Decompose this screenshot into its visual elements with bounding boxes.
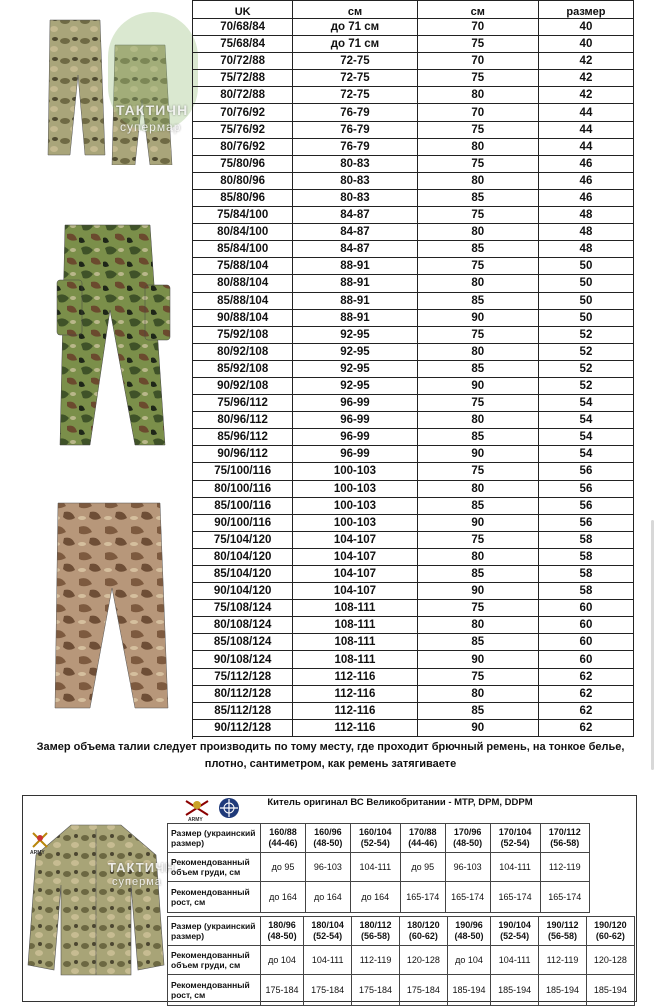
table-cell: 50 [538, 292, 633, 309]
measurement-note: Замер объема талии следует производить по тому месту, где проходит брючный ремень, на тонкое белье, плотно, сантиметром, как ремень затягиваете [36, 741, 625, 770]
army-label-top: ARMY [188, 817, 203, 823]
table-cell: 100-103 [293, 514, 417, 531]
jacket-cell: 120-128 [586, 946, 634, 975]
table-cell: 90/108/124 [193, 651, 293, 668]
table-cell: 85 [417, 241, 538, 258]
table-row [193, 326, 634, 343]
table-cell: 58 [538, 566, 633, 583]
jacket-cell: до 95 [400, 853, 445, 882]
table-cell: 104-107 [293, 531, 417, 548]
table-cell: 58 [538, 548, 633, 565]
table-row [193, 258, 634, 275]
table-cell: 88-91 [293, 309, 417, 326]
trousers-size-table [192, 0, 634, 737]
jacket-cell: 160/96 (48-50) [305, 824, 350, 853]
table-cell: 104-107 [293, 548, 417, 565]
watermark-text-2: ТАКТИЧН [108, 860, 176, 875]
table-cell: 80/84/100 [193, 224, 293, 241]
watermark-subtext: супермар [120, 120, 182, 134]
table-cell: 58 [538, 583, 633, 600]
table-cell: 88-91 [293, 258, 417, 275]
table-cell: 85/112/128 [193, 702, 293, 719]
table-cell: 80 [417, 275, 538, 292]
table-cell: 96-99 [293, 395, 417, 412]
table-cell: 90 [417, 583, 538, 600]
table-cell: 108-111 [293, 617, 417, 634]
army-label-left: ARMY [30, 850, 45, 856]
jacket-cell: 160/88 (44-46) [261, 824, 306, 853]
table-cell: 85 [417, 634, 538, 651]
table-cell: 80/72/88 [193, 87, 293, 104]
table-cell: 85/96/112 [193, 429, 293, 446]
table-cell: 84-87 [293, 241, 417, 258]
table-cell: 100-103 [293, 463, 417, 480]
table-cell: 90 [417, 514, 538, 531]
table-cell: 92-95 [293, 377, 417, 394]
table-cell: 54 [538, 446, 633, 463]
header-cell: размер [538, 1, 633, 19]
table-cell: 46 [538, 189, 633, 206]
jacket-cell: 96-103 [445, 853, 490, 882]
table-cell: 58 [538, 531, 633, 548]
army-logo-icon [182, 797, 212, 819]
table-cell: 80/112/128 [193, 685, 293, 702]
jacket-row-label: Размер (украинский размер) [168, 917, 261, 946]
jacket-row-label: Размер (украинский размер) [168, 824, 261, 853]
table-row [193, 155, 634, 172]
table-cell: 48 [538, 241, 633, 258]
table-row [193, 583, 634, 600]
table-cell: 75/88/104 [193, 258, 293, 275]
table-cell: 92-95 [293, 343, 417, 360]
table-cell: 75/104/120 [193, 531, 293, 548]
jacket-row [168, 853, 590, 882]
table-cell: 85 [417, 292, 538, 309]
table-cell: 76-79 [293, 104, 417, 121]
table-cell: 44 [538, 104, 633, 121]
table-cell: 112-116 [293, 719, 417, 736]
header-cell: см [417, 1, 538, 19]
table-row [193, 480, 634, 497]
table-cell: 52 [538, 326, 633, 343]
header-cell: см [293, 1, 417, 19]
table-cell: 84-87 [293, 224, 417, 241]
jacket-cell: 180/120 (60-62) [399, 917, 447, 946]
jacket-cell: до 95 [261, 853, 306, 882]
table-cell: 75/108/124 [193, 600, 293, 617]
jacket-cell: 170/112 (56-58) [540, 824, 589, 853]
jacket-cell: 165-174 [400, 882, 445, 913]
table-cell: 96-99 [293, 412, 417, 429]
table-cell: 85/108/124 [193, 634, 293, 651]
table-cell: 85 [417, 566, 538, 583]
table-row [193, 19, 634, 36]
table-cell: 72-75 [293, 53, 417, 70]
jacket-cell: 185-194 [447, 975, 490, 1006]
jacket-cell: 165-174 [490, 882, 540, 913]
table-cell: 84-87 [293, 207, 417, 224]
table-cell: 50 [538, 309, 633, 326]
table-cell: 90/112/128 [193, 719, 293, 736]
table-row [193, 617, 634, 634]
table-cell: 56 [538, 514, 633, 531]
table-row [193, 207, 634, 224]
table-cell: 72-75 [293, 70, 417, 87]
jacket-cell: до 104 [447, 946, 490, 975]
nato-logo-icon [218, 797, 240, 819]
table-row [193, 224, 634, 241]
table-cell: 80/92/108 [193, 343, 293, 360]
table-cell: 96-99 [293, 429, 417, 446]
table-cell: 48 [538, 207, 633, 224]
table-cell: 75/80/96 [193, 155, 293, 172]
table-cell: 80 [417, 412, 538, 429]
jacket-cell: 170/104 (52-54) [490, 824, 540, 853]
table-cell: 70/72/88 [193, 53, 293, 70]
table-cell: 88-91 [293, 292, 417, 309]
table-cell: 108-111 [293, 600, 417, 617]
table-cell: 100-103 [293, 480, 417, 497]
table-cell: 96-99 [293, 446, 417, 463]
table-cell: 90/100/116 [193, 514, 293, 531]
jacket-cell: до 104 [261, 946, 304, 975]
table-cell: 42 [538, 53, 633, 70]
table-cell: 46 [538, 155, 633, 172]
table-cell: 85 [417, 429, 538, 446]
table-cell: 40 [538, 19, 633, 36]
table-cell: 85 [417, 702, 538, 719]
table-row [193, 668, 634, 685]
table-cell: 75 [417, 258, 538, 275]
jacket-cell: 104-111 [491, 946, 539, 975]
table-cell: 80/108/124 [193, 617, 293, 634]
table-cell: 75 [417, 600, 538, 617]
table-cell: 80/100/116 [193, 480, 293, 497]
table-cell: 40 [538, 36, 633, 53]
table-cell: 75/100/116 [193, 463, 293, 480]
table-cell: 75 [417, 326, 538, 343]
scrollbar[interactable] [651, 520, 654, 770]
table-cell: 75 [417, 668, 538, 685]
table-cell: 62 [538, 719, 633, 736]
table-row [193, 497, 634, 514]
table-cell: 56 [538, 480, 633, 497]
table-cell: 75 [417, 463, 538, 480]
table-row [193, 651, 634, 668]
table-header-row [193, 1, 634, 19]
table-cell: 56 [538, 463, 633, 480]
jacket-row [168, 824, 590, 853]
table-cell: 80 [417, 172, 538, 189]
table-cell: до 71 см [293, 36, 417, 53]
table-cell: 75 [417, 207, 538, 224]
table-cell: 80/104/120 [193, 548, 293, 565]
table-row [193, 719, 634, 736]
table-cell: 70/68/84 [193, 19, 293, 36]
table-cell: 75/76/92 [193, 121, 293, 138]
jacket-cell: до 164 [305, 882, 350, 913]
jacket-cell: 104-111 [490, 853, 540, 882]
table-cell: 80 [417, 343, 538, 360]
table-cell: 70 [417, 104, 538, 121]
jacket-cell: 170/96 (48-50) [445, 824, 490, 853]
table-row [193, 377, 634, 394]
table-cell: 50 [538, 275, 633, 292]
table-cell: 85/80/96 [193, 189, 293, 206]
jacket-cell: 175-184 [399, 975, 447, 1006]
table-cell: 112-116 [293, 702, 417, 719]
table-cell: 80/76/92 [193, 138, 293, 155]
table-cell: 85/88/104 [193, 292, 293, 309]
table-cell: 75 [417, 70, 538, 87]
table-cell: 85 [417, 189, 538, 206]
table-row [193, 53, 634, 70]
table-cell: 100-103 [293, 497, 417, 514]
jacket-row-label: Рекомендованный рост, см [168, 975, 261, 1006]
table-row [193, 241, 634, 258]
jacket-cell: 190/112 (56-58) [539, 917, 587, 946]
table-cell: 90 [417, 651, 538, 668]
table-cell: 88-91 [293, 275, 417, 292]
jacket-cell: 112-119 [352, 946, 400, 975]
table-cell: 76-79 [293, 138, 417, 155]
table-cell: 60 [538, 600, 633, 617]
jacket-size-table-1 [167, 823, 590, 913]
jacket-cell: 120-128 [399, 946, 447, 975]
jacket-row-label: Рекомендованный рост, см [168, 882, 261, 913]
table-cell: 75 [417, 531, 538, 548]
table-row [193, 446, 634, 463]
table-row [193, 600, 634, 617]
table-cell: 80 [417, 617, 538, 634]
jacket-row [168, 975, 635, 1006]
table-cell: 62 [538, 702, 633, 719]
table-cell: 52 [538, 377, 633, 394]
table-cell: 80 [417, 548, 538, 565]
table-cell: 90/88/104 [193, 309, 293, 326]
table-cell: 75/112/128 [193, 668, 293, 685]
table-cell: 85/92/108 [193, 360, 293, 377]
table-cell: 80/88/104 [193, 275, 293, 292]
table-cell: 44 [538, 121, 633, 138]
jacket-cell: 180/112 (56-58) [352, 917, 400, 946]
table-row [193, 292, 634, 309]
table-cell: 85/104/120 [193, 566, 293, 583]
watermark-text: ТАКТИЧН [116, 102, 189, 118]
table-cell: до 71 см [293, 19, 417, 36]
table-row [193, 87, 634, 104]
jacket-row [168, 882, 590, 913]
table-row [193, 685, 634, 702]
table-cell: 56 [538, 497, 633, 514]
table-row [193, 566, 634, 583]
table-cell: 60 [538, 651, 633, 668]
table-row [193, 429, 634, 446]
table-cell: 75 [417, 121, 538, 138]
table-cell: 70 [417, 53, 538, 70]
table-cell: 90/104/120 [193, 583, 293, 600]
jacket-size-table-2 [167, 916, 635, 1006]
table-cell: 85/100/116 [193, 497, 293, 514]
table-row [193, 172, 634, 189]
table-cell: 90 [417, 309, 538, 326]
table-row [193, 189, 634, 206]
table-cell: 60 [538, 634, 633, 651]
jacket-cell: 96-103 [305, 853, 350, 882]
table-row [193, 395, 634, 412]
jacket-cell: 165-174 [540, 882, 589, 913]
table-cell: 54 [538, 429, 633, 446]
dpm-trousers-image [55, 220, 175, 450]
jacket-cell: 190/120 (60-62) [586, 917, 634, 946]
table-row [193, 634, 634, 651]
jacket-cell: 180/104 (52-54) [304, 917, 352, 946]
table-cell: 104-107 [293, 566, 417, 583]
table-cell: 104-107 [293, 583, 417, 600]
table-cell: 42 [538, 87, 633, 104]
jacket-cell: 175-184 [261, 975, 304, 1006]
table-cell: 75 [417, 155, 538, 172]
table-cell: 75/92/108 [193, 326, 293, 343]
table-cell: 108-111 [293, 651, 417, 668]
table-cell: 76-79 [293, 121, 417, 138]
table-row [193, 104, 634, 121]
jacket-cell: 185-194 [586, 975, 634, 1006]
table-cell: 44 [538, 138, 633, 155]
jacket-cell: 190/104 (52-54) [491, 917, 539, 946]
table-cell: 70/76/92 [193, 104, 293, 121]
table-row [193, 309, 634, 326]
table-cell: 75/96/112 [193, 395, 293, 412]
table-cell: 80 [417, 224, 538, 241]
jacket-cell: 175-184 [304, 975, 352, 1006]
jacket-cell: 104-111 [350, 853, 400, 882]
table-cell: 75 [417, 395, 538, 412]
jacket-cell: до 164 [261, 882, 306, 913]
jacket-cell: до 164 [350, 882, 400, 913]
jacket-cell: 175-184 [352, 975, 400, 1006]
table-cell: 80 [417, 138, 538, 155]
jacket-cell: 104-111 [304, 946, 352, 975]
table-cell: 108-111 [293, 634, 417, 651]
jacket-row-label: Рекомендованный объем груди, см [168, 853, 261, 882]
table-row [193, 360, 634, 377]
table-row [193, 531, 634, 548]
table-cell: 62 [538, 685, 633, 702]
table-row [193, 412, 634, 429]
table-row [193, 548, 634, 565]
table-cell: 85 [417, 360, 538, 377]
table-cell: 90 [417, 719, 538, 736]
table-row [193, 702, 634, 719]
table-cell: 92-95 [293, 326, 417, 343]
table-row [193, 275, 634, 292]
table-cell: 80/96/112 [193, 412, 293, 429]
table-cell: 52 [538, 360, 633, 377]
jacket-cell: 170/88 (44-46) [400, 824, 445, 853]
table-cell: 85 [417, 497, 538, 514]
jacket-row [168, 946, 635, 975]
table-cell: 80-83 [293, 155, 417, 172]
jacket-title: Китель оригинал ВС Великобритании - MTP, DPM, DDPM [267, 797, 533, 808]
table-cell: 90 [417, 377, 538, 394]
table-row [193, 70, 634, 87]
table-row [193, 343, 634, 360]
table-cell: 90/92/108 [193, 377, 293, 394]
table-cell: 90/96/112 [193, 446, 293, 463]
header-cell: UK [193, 1, 293, 19]
table-cell: 80 [417, 685, 538, 702]
table-row [193, 36, 634, 53]
jacket-cell: 160/104 (52-54) [350, 824, 400, 853]
table-cell: 75/72/88 [193, 70, 293, 87]
table-cell: 75/68/84 [193, 36, 293, 53]
table-cell: 92-95 [293, 360, 417, 377]
jacket-cell: 165-174 [445, 882, 490, 913]
table-cell: 112-116 [293, 685, 417, 702]
table-cell: 90 [417, 446, 538, 463]
table-cell: 70 [417, 19, 538, 36]
army-crest-icon [30, 830, 50, 850]
watermark-subtext-2: суперма [112, 876, 162, 888]
table-cell: 62 [538, 668, 633, 685]
table-cell: 75 [417, 36, 538, 53]
table-cell: 54 [538, 412, 633, 429]
table-cell: 85/84/100 [193, 241, 293, 258]
table-cell: 80/80/96 [193, 172, 293, 189]
jacket-cell: 180/96 (48-50) [261, 917, 304, 946]
table-cell: 50 [538, 258, 633, 275]
jacket-cell: 185-194 [491, 975, 539, 1006]
table-row [193, 121, 634, 138]
table-row [193, 138, 634, 155]
ddpm-trousers-image [50, 498, 175, 713]
jacket-cell: 112-119 [539, 946, 587, 975]
table-cell: 72-75 [293, 87, 417, 104]
table-cell: 75/84/100 [193, 207, 293, 224]
jacket-cell: 190/96 (48-50) [447, 917, 490, 946]
table-cell: 80 [417, 480, 538, 497]
table-cell: 48 [538, 224, 633, 241]
table-cell: 52 [538, 343, 633, 360]
jacket-cell: 112-119 [540, 853, 589, 882]
table-row [193, 514, 634, 531]
table-row [193, 463, 634, 480]
table-cell: 80-83 [293, 172, 417, 189]
table-cell: 54 [538, 395, 633, 412]
table-cell: 80 [417, 87, 538, 104]
jacket-row [168, 917, 635, 946]
jacket-row-label: Рекомендованный объем груди, см [168, 946, 261, 975]
table-cell: 60 [538, 617, 633, 634]
jacket-cell: 185-194 [539, 975, 587, 1006]
table-cell: 42 [538, 70, 633, 87]
table-cell: 80-83 [293, 189, 417, 206]
table-cell: 112-116 [293, 668, 417, 685]
table-cell: 46 [538, 172, 633, 189]
